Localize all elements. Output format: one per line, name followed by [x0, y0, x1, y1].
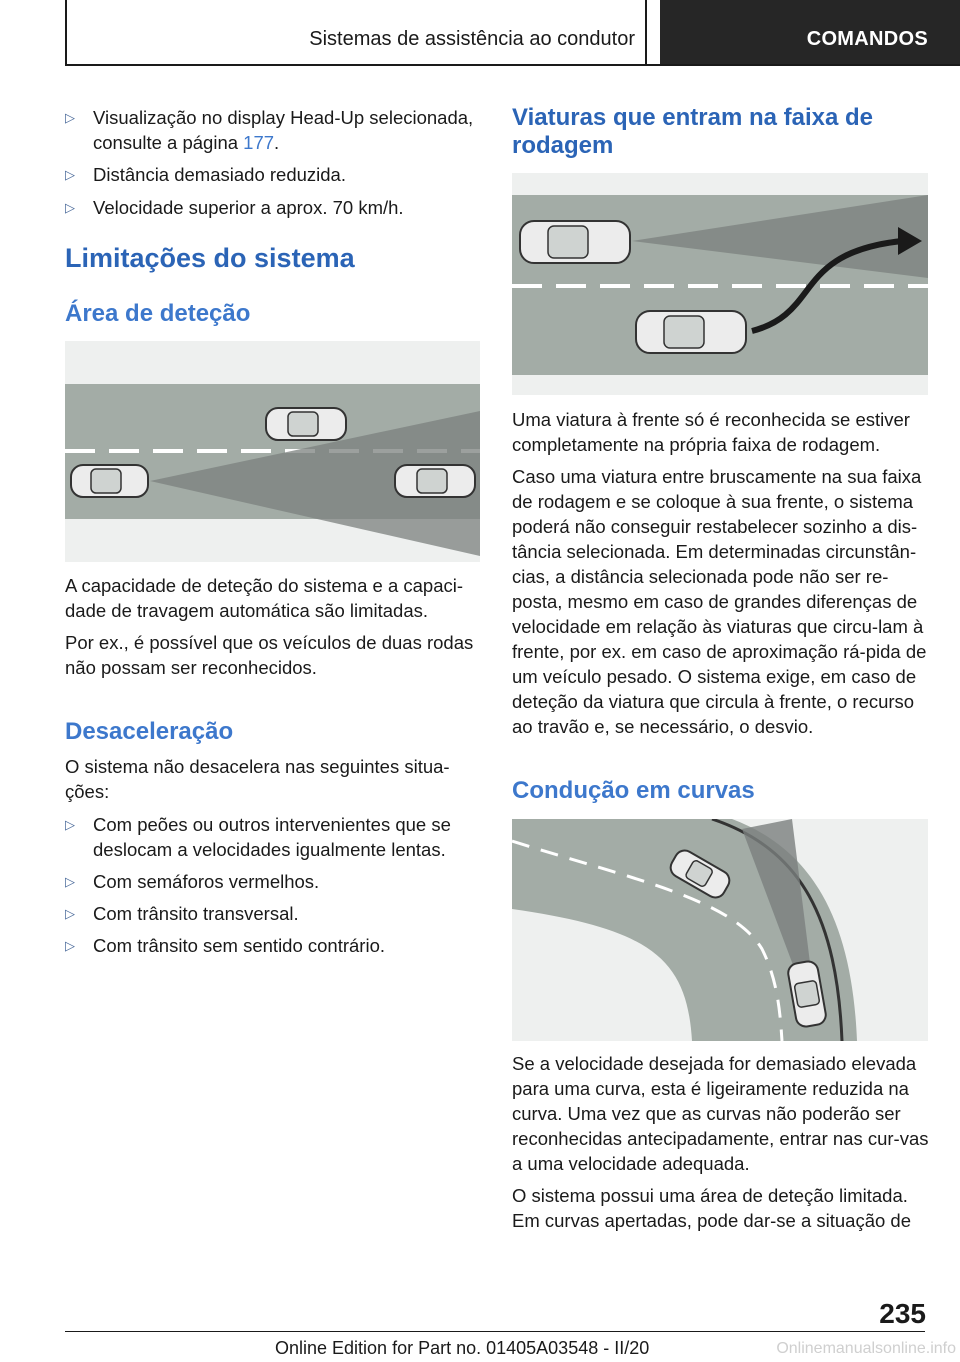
heading-curvas: Condução em curvas — [512, 777, 755, 804]
car-icon — [71, 465, 148, 497]
list-item-text: Velocidade superior a aprox. 70 km/h. — [93, 197, 404, 218]
header-section-title: Sistemas de assistência ao condutor — [309, 28, 635, 50]
triangle-bullet-icon: ▷ — [65, 817, 75, 832]
paragraph: O sistema não desacelera nas seguintes situa-ções: — [65, 756, 450, 802]
header-chapter-title: COMANDOS — [806, 28, 928, 50]
paragraph: A capacidade de deteção do sistema e a capaci-dade de travagem automática são limitadas. — [65, 575, 464, 621]
heading-area-detecao: Área de deteção — [65, 300, 251, 327]
car-icon — [266, 408, 346, 440]
triangle-bullet-icon: ▷ — [65, 200, 75, 215]
footer-edition: Online Edition for Part no. 01405A03548 - II/20 — [275, 1338, 650, 1358]
car-icon — [520, 221, 630, 263]
cut-in-illustration — [512, 173, 928, 395]
heading-limitacoes: Limitações do sistema — [65, 243, 355, 273]
paragraph: Caso uma viatura entre bruscamente na sua faixa de rodagem e se coloque à sua frente, o sistema poderá não conseguir restabelecer sozinho a dis-tância selecionada. Em determinadas circunstân-cias, a distância selecionada pode não ser re-posta, mesmo em caso de grandes diferenças de velocidade em relação às viaturas que circu-lam à frente, por ex. em caso de aproximação rá-pida de um veículo pesado. O sistema exige, em caso de deteção da viatura que circula à frente, o recurso ao travão e, se necessário, o desvio. — [512, 466, 927, 737]
list-item-text: Com peões ou outros intervenientes que se deslocam a velocidades igualmente lentas. — [93, 814, 451, 860]
list-item-text: Visualização no display Head-Up selecionada, consulte a página 177. — [93, 107, 474, 153]
car-icon — [636, 311, 746, 353]
list-item-text: Com trânsito sem sentido contrário. — [93, 935, 386, 956]
triangle-bullet-icon: ▷ — [65, 938, 75, 953]
watermark: Onlinemanualsonline.info — [776, 1340, 956, 1357]
right-text-viaturas — [512, 407, 930, 739]
page-link[interactable]: 177 — [243, 132, 275, 153]
left-text-area — [65, 573, 485, 680]
list-item-text: Distância demasiado reduzida. — [93, 164, 346, 185]
header-rule — [65, 64, 960, 66]
footer-rule — [65, 1331, 925, 1332]
triangle-bullet-icon: ▷ — [65, 110, 75, 125]
right-text-curvas — [512, 1051, 930, 1233]
curve-illustration — [512, 819, 928, 1041]
paragraph: Por ex., é possível que os veículos de duas rodas não possam ser reconhecidos. — [65, 632, 474, 678]
paragraph: O sistema possui uma área de deteção limitada. Em curvas apertadas, pode dar-se a situação de — [512, 1185, 912, 1231]
paragraph: Uma viatura à frente só é reconhecida se estiver completamente na própria faixa de rodagem. — [512, 409, 910, 455]
triangle-bullet-icon: ▷ — [65, 167, 75, 182]
triangle-bullet-icon: ▷ — [65, 874, 75, 889]
list-item-text: Com semáforos vermelhos. — [93, 871, 320, 892]
header-chapter-box — [660, 0, 960, 64]
triangle-bullet-icon: ▷ — [65, 906, 75, 921]
page-number: 235 — [879, 1298, 926, 1329]
heading-desaceleracao: Desaceleração — [65, 718, 234, 745]
list-item-text: Com trânsito transversal. — [93, 903, 299, 924]
heading-viaturas: Viaturas que entram na faixa de rodagem — [512, 104, 874, 159]
header-section-box — [65, 0, 647, 64]
car-icon — [395, 465, 475, 497]
detection-area-illustration — [65, 341, 480, 562]
paragraph: Se a velocidade desejada for demasiado elevada para uma curva, esta é ligeiramente reduzida na curva. Uma vez que as curvas não poderão ser reconhecidas antecipadamente, entrar nas cur-vas a uma velocidade adequada. — [512, 1053, 929, 1174]
